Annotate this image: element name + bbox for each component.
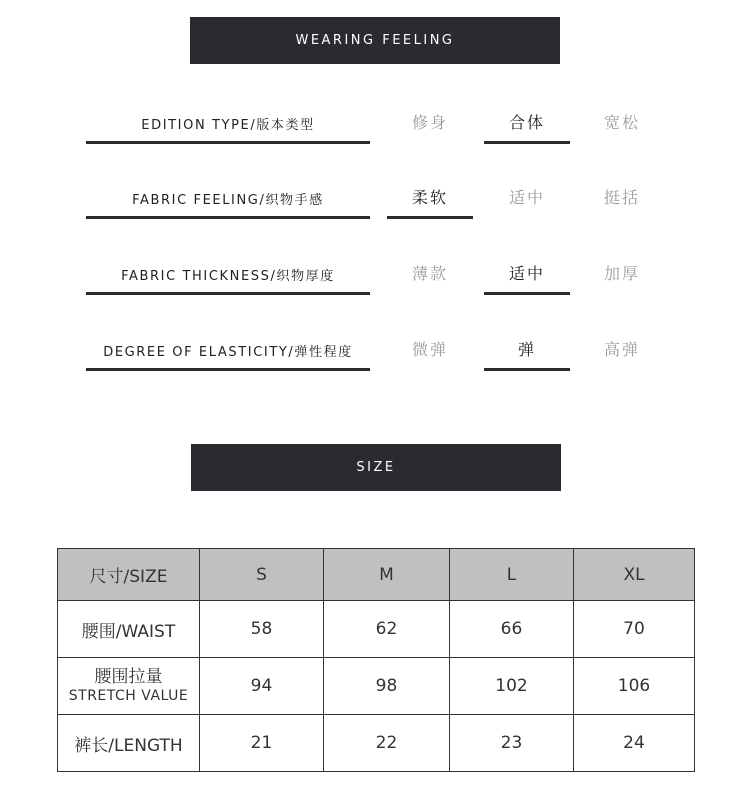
feel-option: 加厚 — [603, 264, 640, 283]
feel-label: DEGREE OF ELASTICITY/弹性程度 — [103, 345, 353, 360]
selected-underline — [484, 141, 570, 144]
label-underline — [86, 216, 370, 219]
feel-option: 薄款 — [411, 264, 448, 283]
table-cell: 70 — [574, 601, 695, 658]
size-banner — [191, 444, 561, 491]
table-header-row — [58, 549, 695, 601]
table-cell: 58 — [200, 601, 324, 658]
table-cell: 94 — [200, 658, 324, 715]
header-cell-m: M — [324, 549, 450, 601]
feel-option-selected: 柔软 — [411, 188, 448, 207]
table-cell: 22 — [324, 715, 450, 772]
feel-option: 宽松 — [603, 113, 640, 132]
table-cell: 66 — [450, 601, 574, 658]
table-cell: 98 — [324, 658, 450, 715]
header-cell-size: 尺寸/SIZE — [58, 549, 200, 601]
size-title: SIZE — [356, 460, 396, 475]
row-label: 裤长/LENGTH — [58, 715, 200, 772]
wearing-feeling-banner — [190, 17, 560, 64]
wearing-feeling-title: WEARING FEELING — [295, 33, 455, 48]
feel-option-selected: 合体 — [508, 113, 545, 132]
selected-underline — [387, 216, 473, 219]
table-cell: 23 — [450, 715, 574, 772]
header-cell-xl: XL — [574, 549, 695, 601]
selected-underline — [484, 368, 570, 371]
feel-option: 适中 — [508, 188, 545, 207]
table-cell: 62 — [324, 601, 450, 658]
table-cell: 21 — [200, 715, 324, 772]
feel-option: 挺括 — [603, 188, 640, 207]
label-underline — [86, 141, 370, 144]
row-label-cn: 腰围拉量 — [94, 667, 163, 687]
row-label: 腰围/WAIST — [58, 601, 200, 658]
row-label — [58, 658, 200, 715]
label-underline — [86, 368, 370, 371]
selected-underline — [484, 292, 570, 295]
header-cell-l: L — [450, 549, 574, 601]
table-cell: 106 — [574, 658, 695, 715]
feel-option-selected: 弹 — [517, 340, 536, 359]
feel-option: 修身 — [411, 113, 448, 132]
table-row-stretch — [58, 658, 695, 715]
feel-label: FABRIC THICKNESS/织物厚度 — [121, 269, 335, 284]
feel-row-fabric-feeling — [0, 175, 750, 235]
row-label-en: STRETCH VALUE — [68, 688, 189, 704]
feel-option-selected: 适中 — [508, 264, 545, 283]
feel-row-fabric-thickness — [0, 251, 750, 311]
table-row-waist — [58, 601, 695, 658]
feel-option: 微弹 — [411, 340, 448, 359]
feel-label: EDITION TYPE/版本类型 — [141, 118, 315, 133]
table-row-length — [58, 715, 695, 772]
header-cell-s: S — [200, 549, 324, 601]
feel-option: 高弹 — [603, 340, 640, 359]
table-cell: 24 — [574, 715, 695, 772]
table-cell: 102 — [450, 658, 574, 715]
label-underline — [86, 292, 370, 295]
feel-row-elasticity — [0, 327, 750, 387]
feel-label: FABRIC FEELING/织物手感 — [132, 193, 324, 208]
size-table — [57, 548, 695, 772]
feel-row-edition-type — [0, 100, 750, 160]
